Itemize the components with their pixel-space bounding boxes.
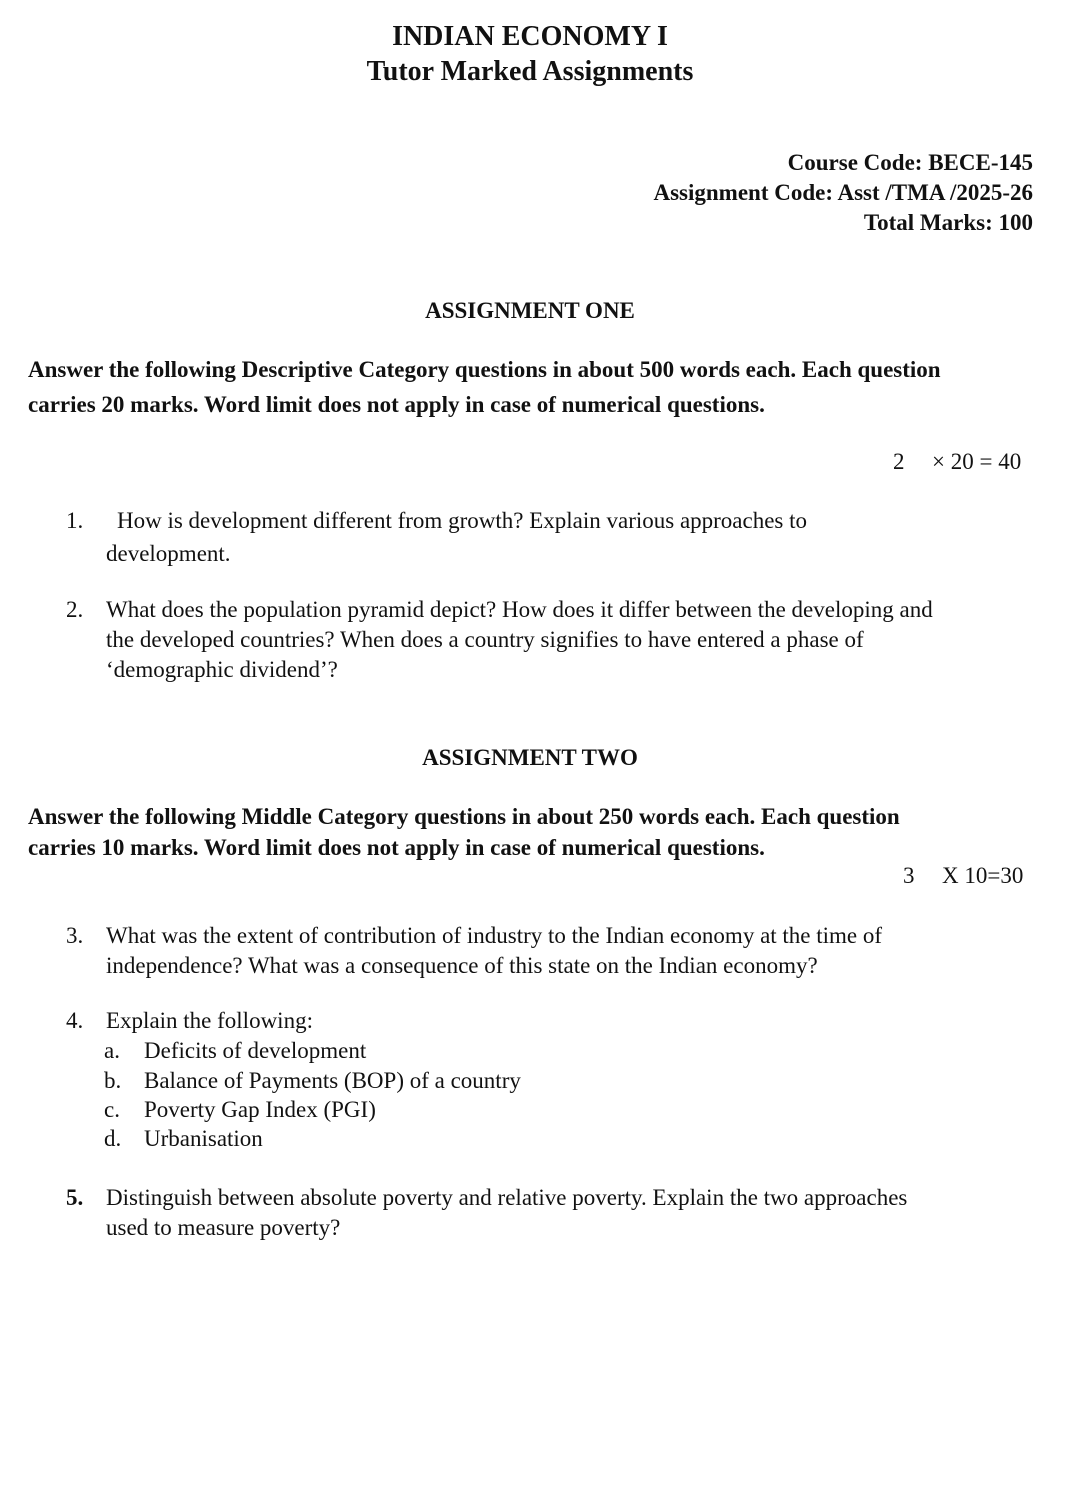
assignment-two-marks-count: 3	[903, 863, 915, 888]
sub-item-label: c.	[104, 1097, 120, 1122]
sub-item-label: a.	[104, 1038, 120, 1063]
sub-item-label: b.	[104, 1068, 122, 1093]
assignment-two-marks-formula: X 10=30	[942, 863, 1024, 888]
assignment-one-instruction-line2: carries 20 marks. Word limit does not apply in case of numerical questions.	[28, 392, 765, 417]
question-number: 2.	[66, 597, 84, 622]
course-code: Course Code: BECE-145	[787, 150, 1033, 175]
question-text-line: Explain the following:	[106, 1008, 313, 1033]
question-text-line: development.	[106, 541, 231, 566]
question-text-line: ‘demographic dividend’?	[106, 657, 338, 682]
assignment-one-marks-formula: × 20 = 40	[932, 449, 1022, 474]
sub-item-label: d.	[104, 1126, 122, 1151]
question-text-line: Distinguish between absolute poverty and relative poverty. Explain the two approaches	[106, 1185, 908, 1210]
assignment-two-instruction-line2: carries 10 marks. Word limit does not apply in case of numerical questions.	[28, 835, 765, 860]
question-number: 4.	[66, 1008, 84, 1033]
question-text-line: the developed countries? When does a country signifies to have entered a phase of	[106, 627, 864, 652]
assignment-one-marks-count: 2	[893, 449, 905, 474]
question-number: 1.	[66, 508, 84, 533]
sub-item-text: Urbanisation	[144, 1126, 263, 1151]
assignment-two-instruction-line1: Answer the following Middle Category questions in about 250 words each. Each question	[28, 804, 900, 829]
question-number: 5.	[66, 1185, 84, 1210]
sub-item-text: Balance of Payments (BOP) of a country	[144, 1068, 521, 1093]
assignment-two-heading: ASSIGNMENT TWO	[422, 745, 638, 770]
question-text-line: used to measure poverty?	[106, 1215, 341, 1240]
assignment-one-heading: ASSIGNMENT ONE	[425, 298, 635, 323]
document-title: INDIAN ECONOMY I	[392, 21, 668, 52]
sub-item-text: Deficits of development	[144, 1038, 367, 1063]
document-subtitle: Tutor Marked Assignments	[366, 56, 694, 87]
assignment-one-instruction-line1: Answer the following Descriptive Category questions in about 500 words each. Each question	[28, 357, 941, 382]
question-text-line: independence? What was a consequence of this state on the Indian economy?	[106, 953, 818, 978]
question-number: 3.	[66, 923, 84, 948]
total-marks: Total Marks: 100	[863, 210, 1033, 235]
question-text-line: What does the population pyramid depict? How does it differ between the developing and	[106, 597, 933, 622]
question-text-line: How is development different from growth? Explain various approaches to	[117, 508, 808, 533]
question-text-line: What was the extent of contribution of industry to the Indian economy at the time of	[106, 923, 883, 948]
sub-item-text: Poverty Gap Index (PGI)	[144, 1097, 376, 1122]
assignment-code: Assignment Code: Asst /TMA /2025-26	[653, 180, 1033, 205]
